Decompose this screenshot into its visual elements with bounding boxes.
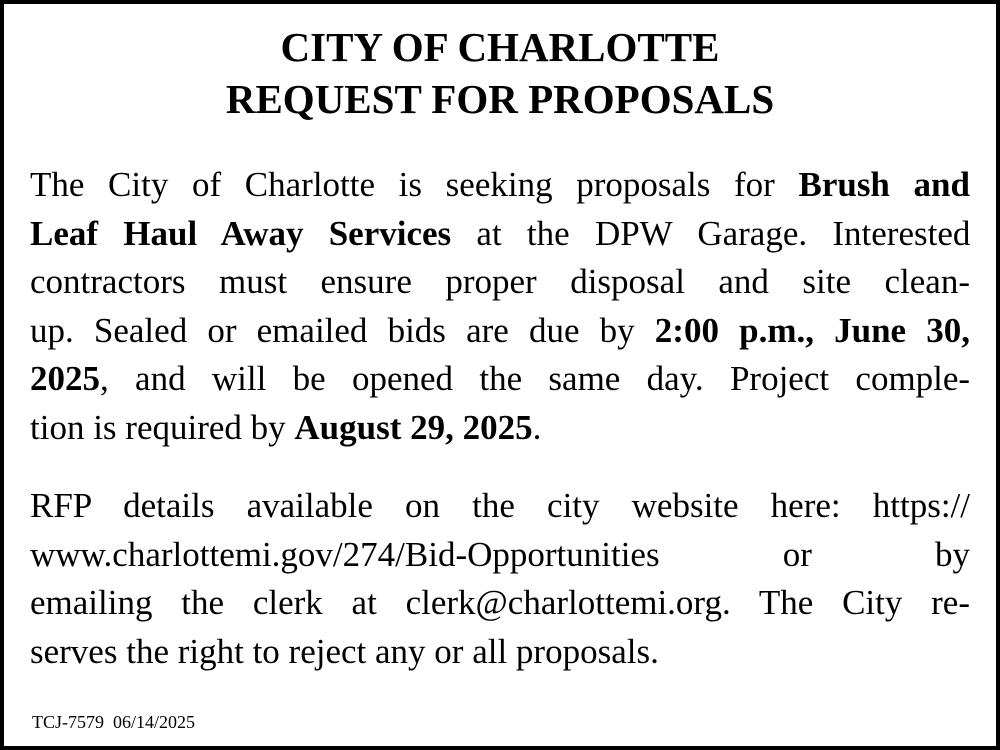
paragraph-2-line-2 (30, 531, 970, 580)
bold-completion-date: August 29, 2025 (294, 407, 533, 447)
text-run: RFP details available on the city website here: https:// (30, 486, 970, 525)
notice-code: TCJ-7579 (32, 712, 104, 732)
notice-footer (32, 711, 195, 733)
paragraph-1-line-6 (30, 404, 970, 453)
text-run: contractors must ensure proper disposal and site clean- (30, 262, 970, 301)
text-run: The City of Charlotte is seeking proposals for (30, 165, 799, 204)
text-run: serves the right to reject any or all proposals. (30, 631, 659, 671)
text-run: at the DPW Garage. Interested (451, 213, 971, 253)
paragraph-1-line-1 (30, 161, 970, 210)
notice-title (4, 4, 996, 125)
paragraph-1-line-5 (30, 355, 970, 404)
paragraph-2-line-3 (30, 579, 970, 628)
text-run: , and will be opened the same day. Project comple- (100, 359, 971, 398)
title-line-1: CITY OF CHARLOTTE (280, 24, 720, 70)
bold-deadline-year: 2025 (30, 359, 100, 398)
bold-project-name: Brush and (798, 165, 970, 204)
paragraph-2-line-1 (30, 482, 970, 531)
clerk-email-text: emailing the clerk at clerk@charlottemi.org. The City re- (30, 583, 970, 622)
bold-project-name-cont: Leaf Haul Away Services (30, 213, 452, 253)
paragraph-2-line-4 (30, 628, 970, 677)
body-paragraph-2 (30, 482, 970, 676)
text-run: or (782, 534, 812, 574)
text-run: by (935, 534, 970, 574)
text-run: . (532, 407, 542, 447)
notice-date: 06/14/2025 (113, 712, 196, 732)
title-line-2: REQUEST FOR PROPOSALS (225, 76, 775, 122)
paragraph-1-line-3 (30, 258, 970, 307)
text-run: tion is required by (30, 407, 295, 447)
website-url: www.charlottemi.gov/274/Bid-Opportunities (30, 534, 660, 574)
body-paragraph-1 (30, 161, 970, 452)
paragraph-1-line-4 (30, 307, 970, 356)
bold-deadline: 2:00 p.m., June 30, (654, 310, 970, 350)
paragraph-1-line-2 (30, 210, 970, 259)
text-run: up. Sealed or emailed bids are due by (30, 310, 655, 350)
